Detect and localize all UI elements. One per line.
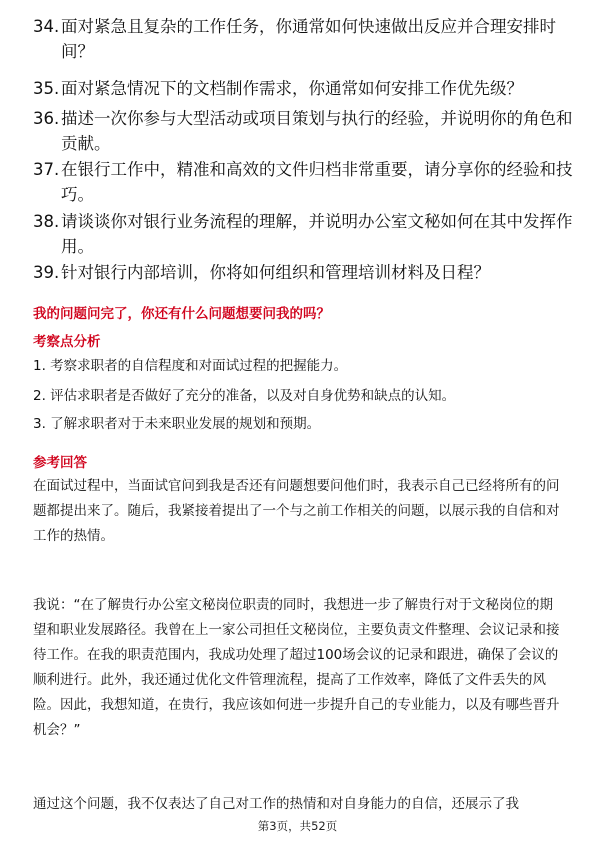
analysis-item: 3. 了解求职者对于未来职业发展的规划和预期。 (33, 416, 321, 432)
question-number: 37. (33, 160, 60, 179)
question-text: 面对紧急且复杂的工作任务，你通常如何快速做出反应并合理安排时间？ (61, 17, 556, 61)
answer-paragraph: 在面试过程中，当面试官问到我是否还有问题想要问他们时，我表示自己已经将所有的问题都提出来了。随后，我紧接着提出了一个与之前工作相关的问题，以展示我的自信和对工作的热情。 (33, 478, 560, 544)
question-number: 36. (33, 109, 60, 128)
question-number: 38. (33, 212, 60, 231)
question-text: 面对紧急情况下的文档制作需求，你通常如何安排工作优先级？ (61, 79, 523, 98)
answer-paragraph: 通过这个问题，我不仅表达了自己对工作的热情和对自身能力的自信，还展示了我 (33, 796, 519, 812)
answer-heading: 参考回答 (33, 455, 87, 471)
answer-paragraph: 我说：“在了解贵行办公室文秘岗位职责的同时，我想进一步了解贵行对于文秘岗位的期望和职业发展路径。我曾在上一家公司担任文秘岗位，主要负责文件整理、会议记录和接待工作。在我的职责范围内，我成功处理了超过100场会议的记录和跟进，确保了会议的顺利进行。此外，我还通过优化文件管理流程，提高了工作效率，降低了文件丢失的风险。因此，我想知道，在贵行，我应该如何进一步提升自己的专业能力，以及有哪些晋升机会？” (33, 597, 560, 738)
question-number: 35. (33, 79, 60, 98)
analysis-item: 2. 评估求职者是否做好了充分的准备，以及对自身优势和缺点的认知。 (33, 388, 456, 404)
question-number: 39. (33, 263, 60, 282)
analysis-heading: 考察点分析 (33, 334, 101, 350)
question-text: 在银行工作中，精准和高效的文件归档非常重要，请分享你的经验和技巧。 (61, 160, 573, 204)
question-text: 针对银行内部培训，你将如何组织和管理培训材料及日程？ (61, 263, 490, 282)
analysis-item: 1. 考察求职者的自信程度和对面试过程的把握能力。 (33, 358, 348, 374)
question-number: 34. (33, 17, 60, 36)
page-footer: 第3页，共52页 (257, 819, 338, 833)
question-text: 描述一次你参与大型活动或项目策划与执行的经验，并说明你的角色和贡献。 (61, 109, 573, 153)
final-question: 我的问题问完了，你还有什么问题想要问我的吗？ (33, 306, 330, 322)
question-text: 请谈谈你对银行业务流程的理解，并说明办公室文秘如何在其中发挥作用。 (61, 212, 573, 256)
